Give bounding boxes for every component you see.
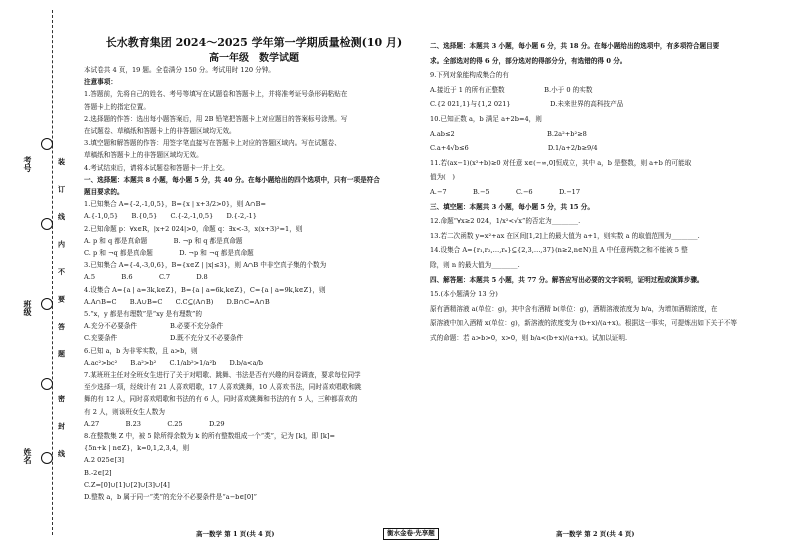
left-line: A.A∩B=C B.A∪B=C C.C⊆(A∩B) D.B∩C=A∩B — [84, 297, 270, 306]
right-line: 值为( ) — [430, 173, 455, 182]
right-line: 三、填空题：本题共 3 小题，每小题 5 分，共 15 分。 — [430, 202, 594, 211]
left-line: A.ac²>bc² B.a²>b² C.1/ab²>1/a²b D.b/a<a/b — [84, 358, 263, 367]
left-line: A.27 B.23 C.25 D.29 — [84, 419, 225, 428]
right-line: 14.设集合 A={r₁,r₂,…,rₙ}⊆{2,3,…,37}(n≥2,n∈N)且 A 中任意两数之和不能被 5 整 — [430, 246, 688, 255]
page-footer-right: 高一数学 第 2 页(共 4 页) — [556, 530, 635, 538]
right-line: 原有酒精溶液 a(单位：g)，其中含有酒精 b(单位：g)，酒精溶液浓度为 b/a，为增加酒精浓度，在 — [430, 304, 718, 313]
left-line: 答题卡上的指定位置。 — [84, 102, 150, 111]
binding-hole — [41, 298, 53, 310]
seal-text: 装 订 线 内 不 要 答 题 — [57, 158, 67, 367]
right-line: 二、选择题：本题共 3 小题，每小题 6 分，共 18 分。在每小题给出的选项中，有多项符合题目要 — [430, 42, 720, 50]
right-line: 原溶液中加入酒精 x(单位：g)，新溶液的浓度变为 (b+x)/(a+x)。根据这一事实，可提炼出如下关于不等 — [430, 319, 737, 328]
right-line: 12.命题“∀x≥2 024，1/x²<√x”的否定为________. — [430, 217, 581, 226]
left-line: 有 2 人，则该班女生人数为 — [84, 407, 165, 416]
right-line: A.接近于 1 的所有正整数 B.小于 0 的实数 — [430, 85, 593, 94]
left-line: 6.已知 a，b 为非零实数，且 a>b，则 — [84, 346, 198, 355]
binding-hole — [41, 138, 53, 150]
binding-hole — [41, 452, 53, 464]
left-line: 7.某班班主任对全班女生进行了关于对唱歌、跳舞、书法是否有兴趣的问卷调查，要求每位同学 — [84, 371, 361, 379]
binding-margin — [0, 0, 70, 551]
right-line: C.{2 021,1}与{1,2 021} D.未来世界的高科技产品 — [430, 100, 624, 109]
left-line: 4.考试结束后，请将本试题卷和答题卡一并上交。 — [84, 163, 229, 172]
right-line: 求。全部选对的得 6 分，部分选对的得部分分，有选错的得 0 分。 — [430, 56, 627, 65]
binding-hole — [41, 218, 53, 230]
left-line: A.5 B.6 C.7 D.8 — [84, 273, 208, 282]
left-line: 草稿纸和答题卡上的非答题区域均无效。 — [84, 151, 203, 160]
right-line: 11.若(ax−1)(x²+b)≥0 对任意 x∈(−∞,0]恒成立，其中 a，b 是整数，则 a+b 的可能取 — [430, 158, 692, 167]
left-line: 4.设集合 A={a | a=3k,k∈Z}，B={a | a=6k,k∈Z}，C={a | a=9k,k∈Z}，则 — [84, 285, 326, 294]
left-line: 2.已知命题 p：∀x∈R，|x+2 024|>0，命题 q：∃x<-3，x(x+3)²=1，则 — [84, 224, 303, 233]
left-line: A.充分不必要条件 B.必要不充分条件 — [84, 322, 224, 331]
class-field: 班级 — [23, 300, 33, 316]
left-line: 注意事项： — [84, 78, 117, 87]
left-line: 1.答题前，先将自己的姓名、考号等填写在试题卷和答题卡上，并将准考证号条形码粘贴在 — [84, 90, 348, 99]
left-line: 3.已知集合 A={-4,-3,0,6}，B={x∈Z | |x|≤3}，则 A∩B 中非空真子集的个数为 — [84, 261, 327, 270]
right-line: 式的命题：若 a>b>0，x>0，则 b/a<(b+x)/(a+x)。试加以证明. — [430, 334, 628, 342]
exam-subtitle: 高一年级 数学试题 — [209, 53, 299, 64]
exam-number-field: 考号 — [23, 156, 33, 172]
binding-hole — [41, 378, 53, 390]
right-line: C.a+4√b≤6 D.1/a+2/b≥9/4 — [430, 144, 598, 153]
exam-title: 长水教育集团 2024～2025 学年第一学期质量检测(10 月) — [105, 36, 403, 49]
left-line: A.2 025∈[3] — [84, 456, 124, 465]
right-line: 除，则 n 的最大值为________. — [430, 261, 520, 269]
right-line: 四、解答题：本题共 5 小题，共 77 分。解答应写出必要的文字说明，证明过程或演算步骤。 — [430, 275, 704, 284]
left-line: 5.“x，y 都是有理数”是“xy 是有理数”的 — [84, 310, 202, 318]
right-line: 9.下列对象能构成集合的有 — [430, 71, 509, 80]
page-footer-left: 高一数学 第 1 页(共 4 页) — [196, 530, 275, 538]
right-line: 15.(本小题满分 13 分) — [430, 290, 498, 299]
left-line: 舞的有 12 人，同时喜欢唱歌和书法的有 6 人，同时喜欢跳舞和书法的有 5 人，三种都喜欢的 — [84, 395, 358, 404]
left-line: {5n+k | n∈Z}，k=0,1,2,3,4，则 — [84, 444, 190, 453]
left-line: A.{-1,0,5} B.{0,5} C.{-2,-1,0,5} D.{-2,-1} — [84, 212, 257, 221]
brand-label: 衡水金卷·先享题 — [383, 528, 439, 540]
left-line: A. p 和 q 都是真命题 B. ¬p 和 q 都是真命题 — [84, 236, 243, 245]
seal-text-2: 密 封 线 — [57, 395, 67, 466]
left-line: 2.选择题的作答：选出每小题答案后，用 2B 铅笔把答题卡上对应题目的答案标号涂黑。写 — [84, 114, 348, 123]
left-line: 至少选择一项，经统计有 21 人喜欢唱歌，17 人喜欢跳舞，10 人喜欢书法，同时喜欢唱歌和跳 — [84, 383, 362, 392]
left-line: 3.填空题和解答题的作答：用签字笔直接写在答题卡上对应的答题区域内。写在试题卷、 — [84, 139, 341, 148]
right-line: 13.若二次函数 y=x²+ax 在区间[1,2]上的最大值为 a+1，则实数 a 的取值范围为________. — [430, 231, 700, 240]
left-line: C. p 和 ¬q 都是真命题 D. ¬p 和 ¬q 都是真命题 — [84, 249, 254, 257]
right-line: A.ab≤2 B.2a²+b²≥8 — [430, 129, 587, 138]
name-field: 姓名 — [23, 448, 33, 464]
left-line: C.充要条件 D.既不充分又不必要条件 — [84, 334, 244, 343]
left-line: 1.已知集合 A={-2,-1,0,5}，B={x | x+3/2>0}，则 A∩B= — [84, 200, 266, 209]
left-line: 题目要求的。 — [84, 188, 124, 196]
right-line: 10.已知正数 a，b 满足 a+2b=4，则 — [430, 115, 542, 123]
left-line: 在试题卷、草稿纸和答题卡上的非答题区域均无效。 — [84, 127, 236, 135]
left-line: D.整数 a，b 属于同一“类”的充分不必要条件是“a−b∈[0]” — [84, 493, 257, 501]
left-line: C.Z=[0]∪[1]∪[2]∪[3]∪[4] — [84, 480, 170, 489]
left-line: 8.在整数集 Z 中，被 5 除所得余数为 k 的所有整数组成一个“类”，记为 [k]，即 [k]= — [84, 432, 336, 440]
left-line: B.-2∈[2] — [84, 468, 112, 477]
left-line: 一、选择题：本题共 8 小题，每小题 5 分，共 40 分。在每小题给出的四个选项中，只有一项是符合 — [84, 175, 380, 184]
left-line: 本试卷共 4 页，19 题。全卷满分 150 分。考试用时 120 分钟。 — [84, 66, 275, 74]
right-line: A.−7 B.−5 C.−6 D.−17 — [430, 188, 581, 196]
